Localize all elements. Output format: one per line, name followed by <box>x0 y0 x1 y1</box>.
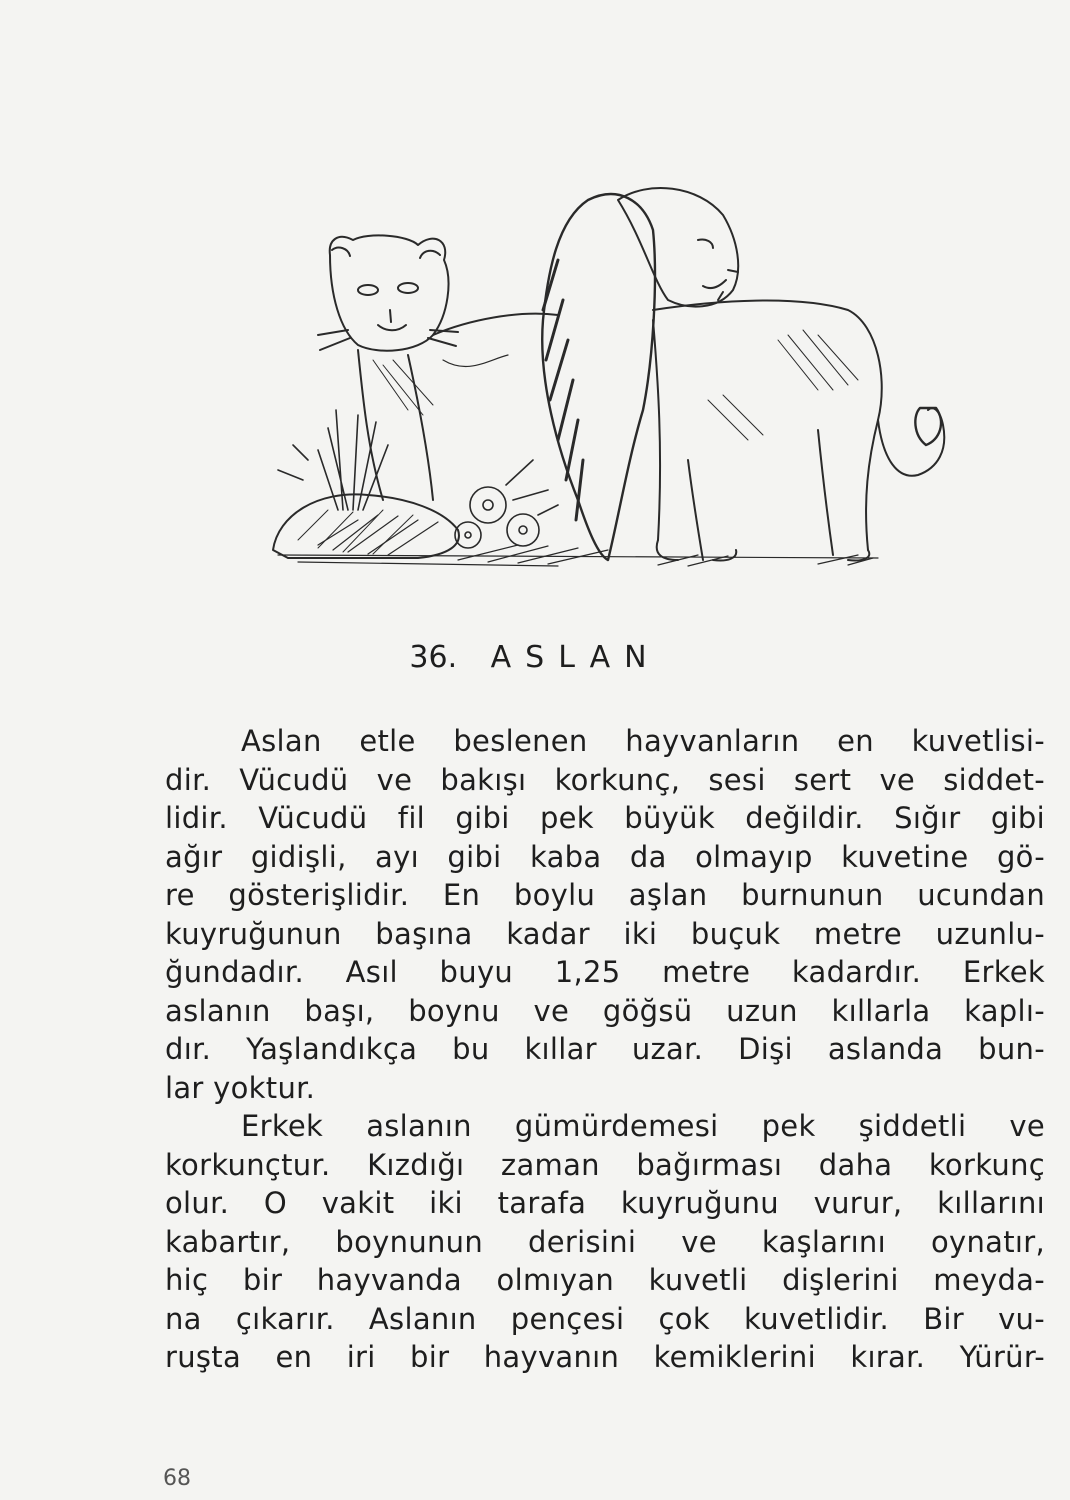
text-line: na çıkarır. Aslanın pençesi çok kuvetlidir. Bir vu- <box>165 1301 1045 1336</box>
chapter-number: 36. <box>409 640 458 675</box>
text-line: kabartır, boynunun derisini ve kaşlarını oynatır, <box>165 1224 1045 1259</box>
text-line: re gösterişlidir. En boylu aşlan burnunun ucundan <box>165 878 1045 912</box>
text-line: olur. O vakit iki tarafa kuyruğunu vurur, kıllarını <box>165 1186 1045 1220</box>
text-line: hiç bir hayvanda olmıyan kuvetli dişlerini meyda- <box>165 1263 1045 1297</box>
text-line: aslanın başı, boynu ve göğsü uzun kıllarla kaplı- <box>165 993 1045 1028</box>
text-line: dir. Vücudü ve bakışı korkunç, sesi sert ve siddet- <box>165 762 1045 797</box>
text-line: ğundadır. Asıl buyu 1,25 metre kadardır. Erkek <box>165 955 1045 989</box>
text-line: dır. Yaşlandıkça bu kıllar uzar. Dişi aslanda bun- <box>165 1032 1045 1066</box>
text-line: korkunçtur. Kızdığı zaman bağırması daha korkunç <box>165 1147 1045 1182</box>
male-lion <box>542 188 944 561</box>
chapter-title: ASLAN <box>490 640 661 675</box>
body-text <box>165 722 1045 1377</box>
page-number: 68 <box>163 1466 191 1491</box>
flowers <box>455 460 558 548</box>
text-line: kuyruğunun başına kadar iki buçuk metre uzunlu- <box>165 916 1045 951</box>
lion-illustration <box>258 160 958 590</box>
chapter-heading <box>0 640 1070 675</box>
text-line: Aslan etle beslenen hayvanların en kuvetlisi- <box>241 724 1045 758</box>
text-line: ağır gidişli, ayı gibi kaba da olmayıp kuvetine gö- <box>165 839 1045 874</box>
lioness <box>318 235 558 500</box>
text-line: ruşta en iri bir hayvanın kemiklerini kırar. Yürür- <box>165 1340 1045 1374</box>
text-line: Erkek aslanın gümürdemesi pek şiddetli ve <box>241 1109 1045 1143</box>
text-line: lar yoktur. <box>165 1070 316 1105</box>
paragraph-1 <box>165 722 1045 1107</box>
text-line: lidir. Vücudü fil gibi pek büyük değildir. Sığır gibi <box>165 801 1045 835</box>
paragraph-2 <box>165 1107 1045 1377</box>
